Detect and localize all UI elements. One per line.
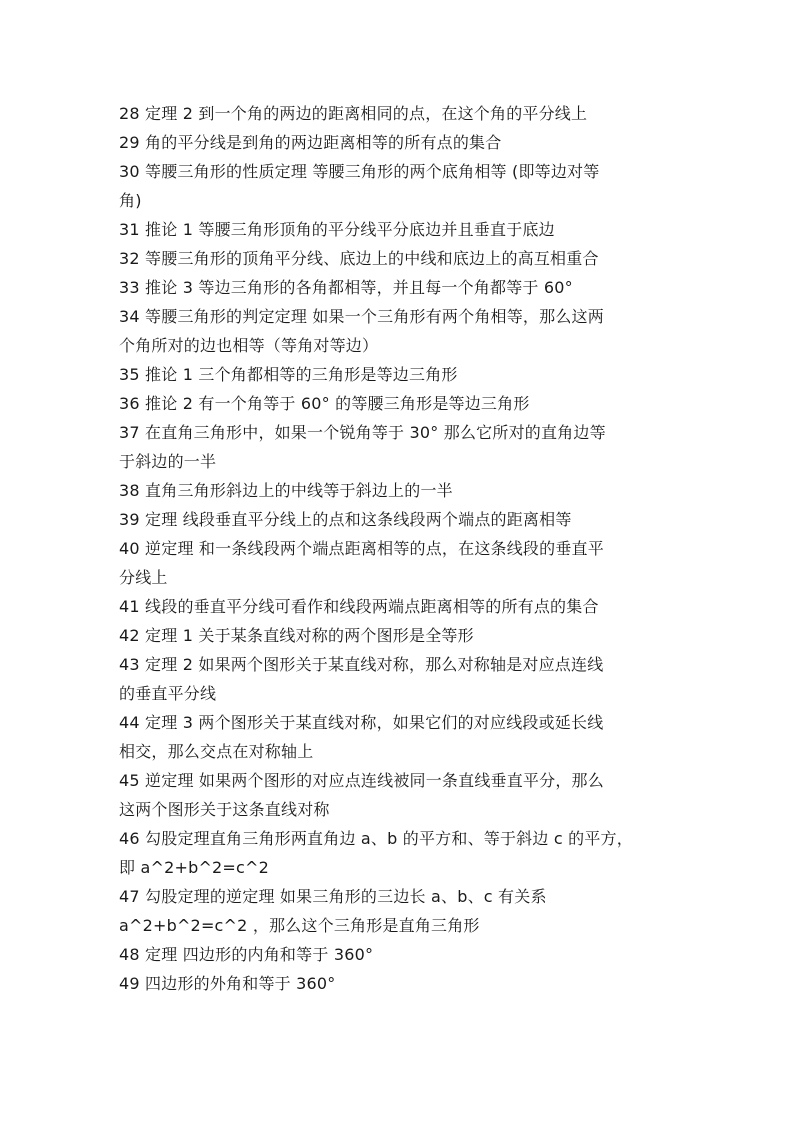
text-line: 这两个图形关于这条直线对称 <box>119 800 330 819</box>
text-line: 30 等腰三角形的性质定理 等腰三角形的两个底角相等 (即等边对等 <box>119 162 600 181</box>
text-line: 37 在直角三角形中，如果一个锐角等于 30° 那么它所对的直角边等 <box>119 423 606 442</box>
text-line: 角) <box>119 191 142 210</box>
text-line: 44 定理 3 两个图形关于某直线对称，如果它们的对应线段或延长线 <box>119 713 604 732</box>
text-line: 个角所对的边也相等（等角对等边） <box>119 336 379 355</box>
text-line: 49 四边形的外角和等于 360° <box>119 974 336 993</box>
text-line: 分线上 <box>119 568 168 587</box>
text-line: 41 线段的垂直平分线可看作和线段两端点距离相等的所有点的集合 <box>119 597 599 616</box>
text-line: 36 推论 2 有一个角等于 60° 的等腰三角形是等边三角形 <box>119 394 530 413</box>
document-body <box>119 99 685 998</box>
text-line: 35 推论 1 三个角都相等的三角形是等边三角形 <box>119 365 458 384</box>
text-line: 32 等腰三角形的顶角平分线、底边上的中线和底边上的高互相重合 <box>119 249 599 268</box>
text-line: 43 定理 2 如果两个图形关于某直线对称，那么对称轴是对应点连线 <box>119 655 604 674</box>
text-line: a^2+b^2=c^2 ，那么这个三角形是直角三角形 <box>119 916 480 935</box>
text-line: 即 a^2+b^2=c^2 <box>119 858 270 877</box>
text-line: 48 定理 四边形的内角和等于 360° <box>119 945 374 964</box>
text-line: 47 勾股定理的逆定理 如果三角形的三边长 a、b、c 有关系 <box>119 887 547 906</box>
text-line: 33 推论 3 等边三角形的各角都相等，并且每一个角都等于 60° <box>119 278 573 297</box>
text-line: 38 直角三角形斜边上的中线等于斜边上的一半 <box>119 481 453 500</box>
text-line: 40 逆定理 和一条线段两个端点距离相等的点，在这条线段的垂直平 <box>119 539 604 558</box>
text-line: 31 推论 1 等腰三角形顶角的平分线平分底边并且垂直于底边 <box>119 220 555 239</box>
text-line: 28 定理 2 到一个角的两边的距离相同的点，在这个角的平分线上 <box>119 104 588 123</box>
text-line: 的垂直平分线 <box>119 684 217 703</box>
text-line: 相交，那么交点在对称轴上 <box>119 742 314 761</box>
text-line: 于斜边的一半 <box>119 452 217 471</box>
text-line: 42 定理 1 关于某条直线对称的两个图形是全等形 <box>119 626 474 645</box>
text-line: 46 勾股定理直角三角形两直角边 a、b 的平方和、等于斜边 c 的平方， <box>119 829 633 848</box>
text-line: 45 逆定理 如果两个图形的对应点连线被同一条直线垂直平分，那么 <box>119 771 604 790</box>
text-line: 39 定理 线段垂直平分线上的点和这条线段两个端点的距离相等 <box>119 510 572 529</box>
text-line: 29 角的平分线是到角的两边距离相等的所有点的集合 <box>119 133 502 152</box>
text-line: 34 等腰三角形的判定定理 如果一个三角形有两个角相等，那么这两 <box>119 307 604 326</box>
